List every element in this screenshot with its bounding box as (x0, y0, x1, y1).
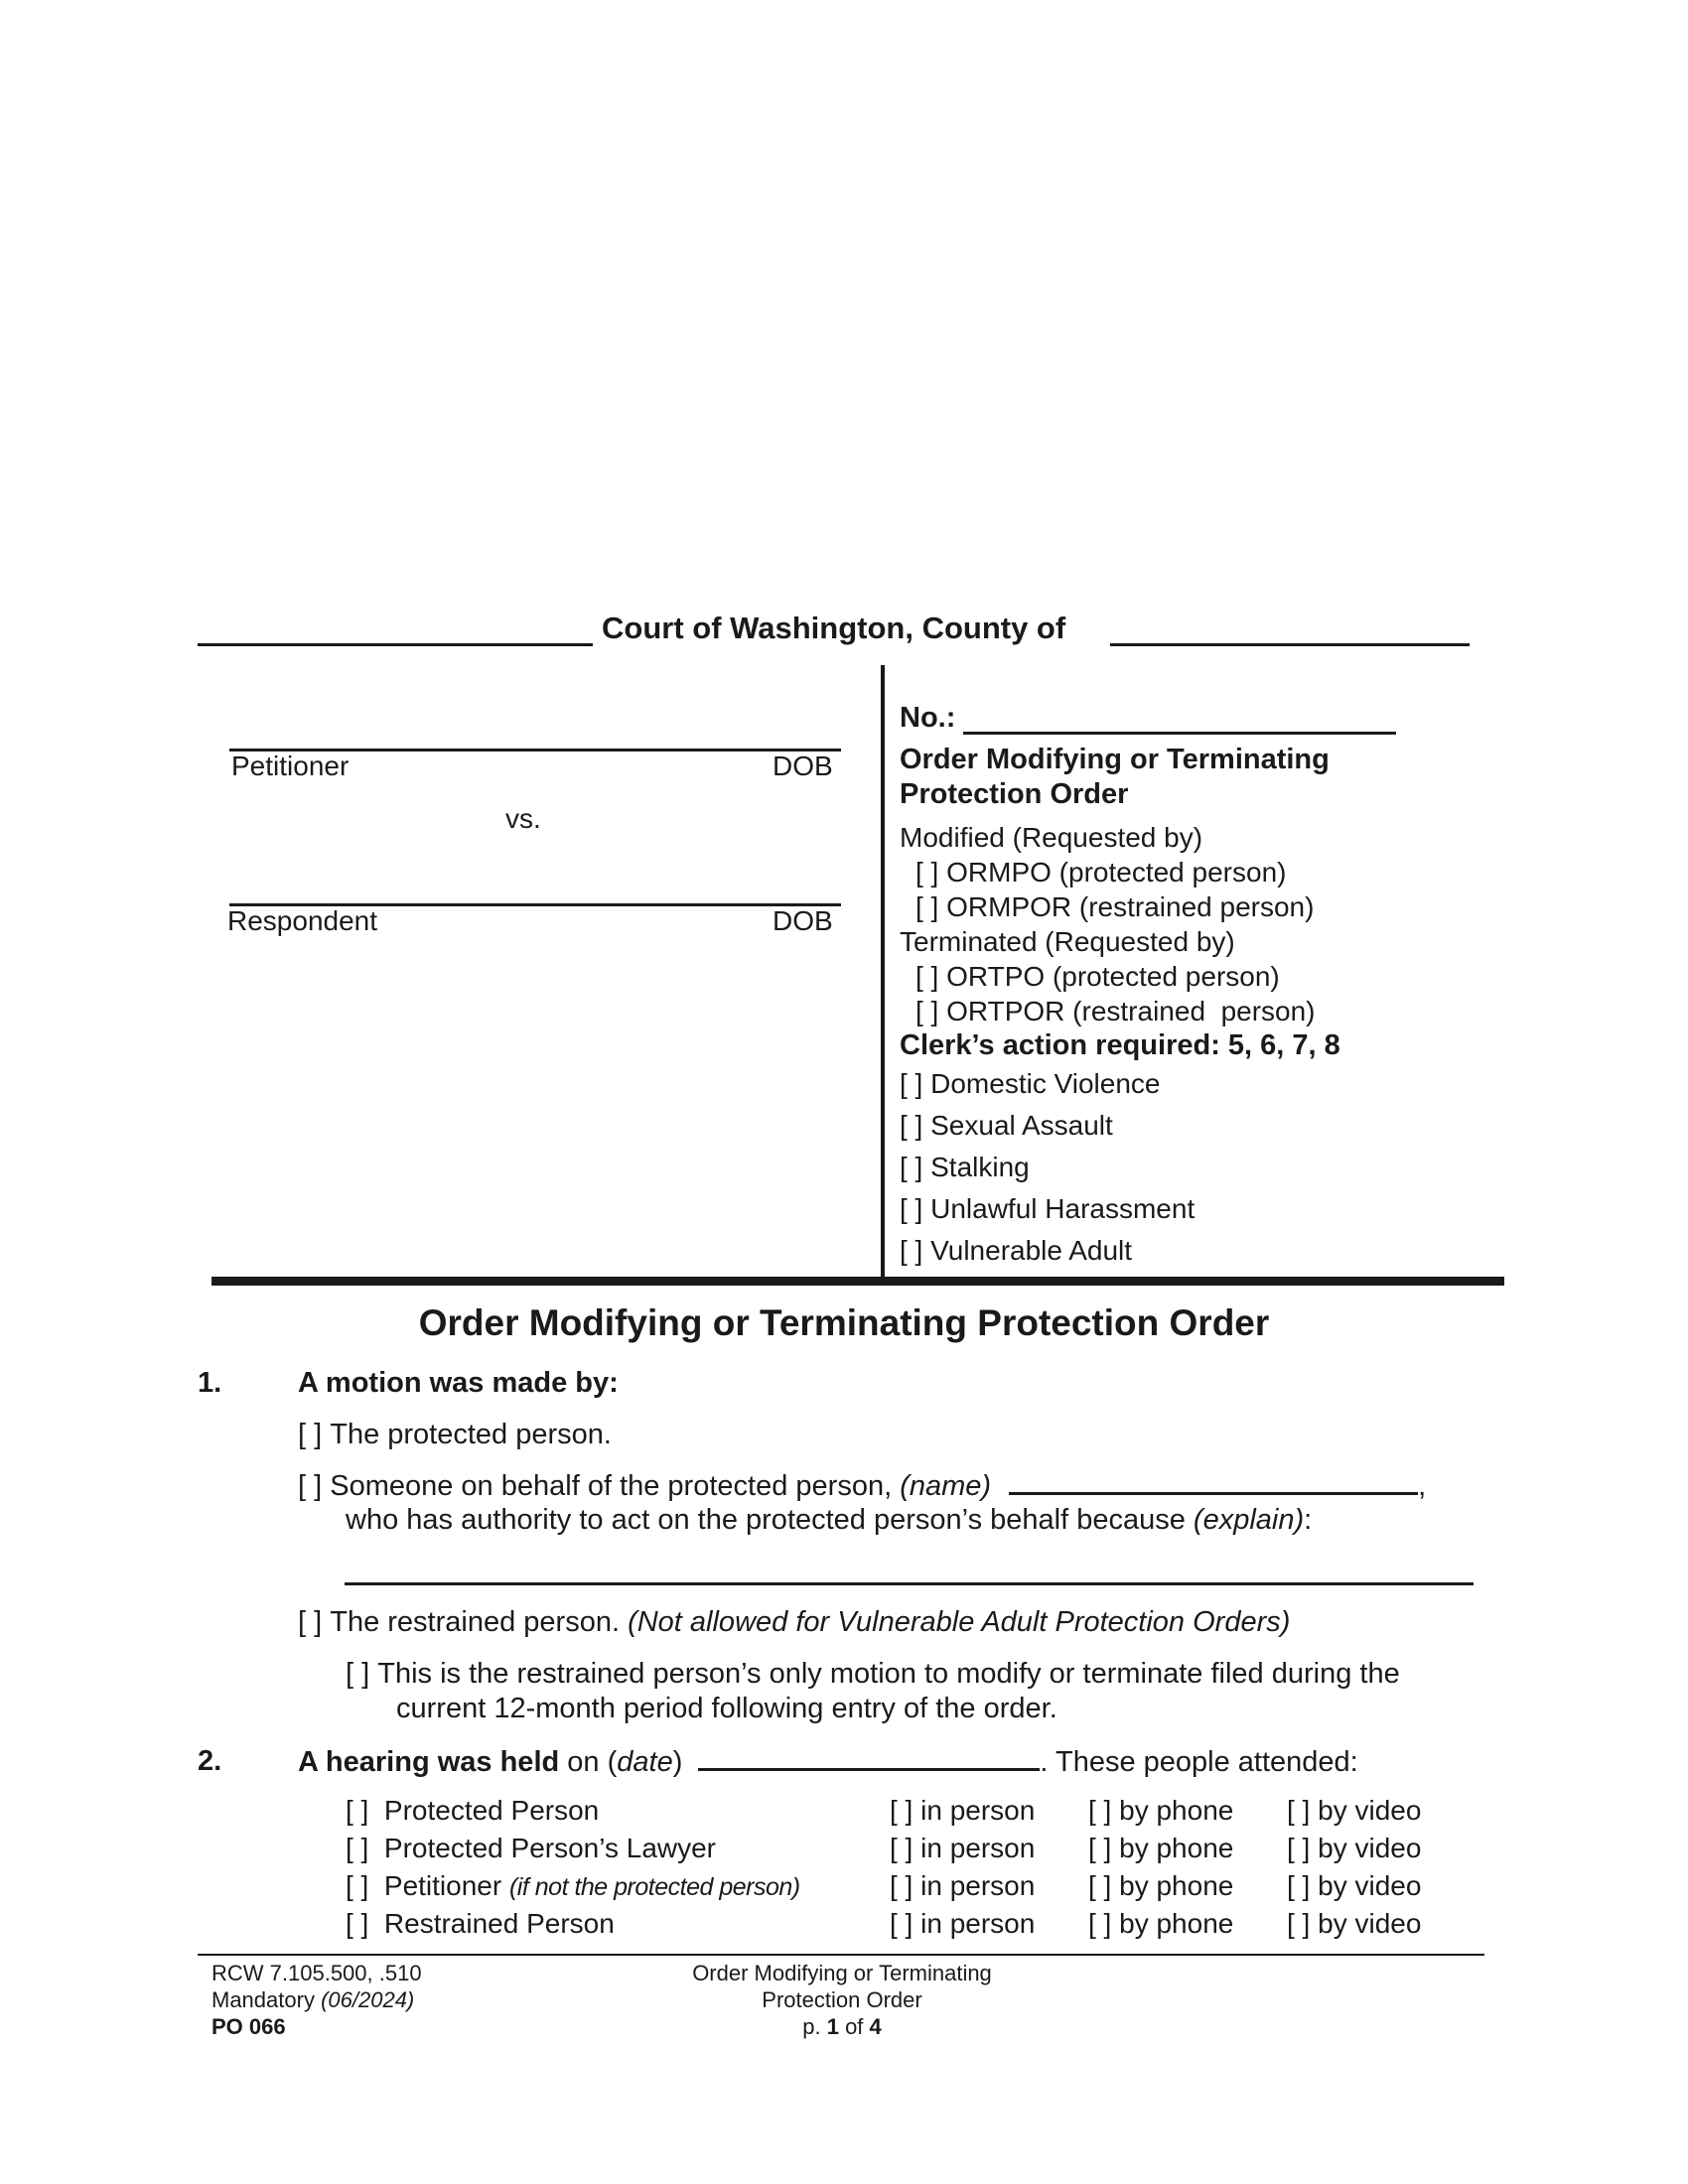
checkbox[interactable]: [ ] (346, 1658, 370, 1690)
checkbox[interactable]: [ ] (900, 1193, 923, 1224)
clerk-action-note: Clerk’s action required: 5, 6, 7, 8 (900, 1029, 1340, 1061)
county-prefix-blank[interactable] (198, 615, 593, 646)
checkbox[interactable]: [ ] (346, 1908, 369, 1939)
attendee-select[interactable]: [ ] Protected Person’s Lawyer (346, 1833, 717, 1863)
mode-in-person[interactable]: [ ] in person (890, 1908, 1036, 1939)
section1-heading: A motion was made by: (298, 1367, 619, 1399)
footer-rcw: RCW 7.105.500, .510 (211, 1961, 422, 1985)
footer-rule (198, 1954, 1484, 1956)
mode-by-phone[interactable]: [ ] by phone (1088, 1908, 1234, 1939)
attendees-table (346, 1794, 1497, 1945)
attendee-row (346, 1869, 1497, 1907)
order-type-sa[interactable]: [ ] Sexual Assault (900, 1110, 1113, 1141)
case-info-block (900, 695, 1495, 1272)
checkbox[interactable]: [ ] (900, 1110, 923, 1141)
main-title: Order Modifying or Terminating Protection Order (418, 1302, 1270, 1343)
behalf-name-blank[interactable] (1009, 1468, 1418, 1495)
caption-divider (881, 665, 885, 1277)
attendee-select[interactable]: [ ] Protected Person (346, 1795, 600, 1826)
caption-doc-title-1: Order Modifying or Terminating (900, 744, 1330, 775)
modified-option-ormpo[interactable]: [ ] ORMPO (protected person) (915, 857, 1287, 887)
footer-left (211, 1960, 422, 2040)
mode-in-person[interactable]: [ ] in person (890, 1870, 1036, 1901)
checkbox[interactable]: [ ] (900, 1235, 923, 1266)
mode-in-person[interactable]: [ ] in person (890, 1833, 1036, 1863)
mode-by-video[interactable]: [ ] by video (1287, 1833, 1422, 1863)
caption-doc-title-2: Protection Order (900, 778, 1129, 810)
modified-option-ormpor[interactable]: [ ] ORMPOR (restrained person) (915, 891, 1315, 922)
checkbox[interactable]: [ ] (298, 1419, 323, 1450)
restrained-only-motion[interactable]: [ ] This is the restrained person’s only motion to modify or terminate filed during the (346, 1658, 1400, 1690)
checkbox[interactable]: [ ] (915, 891, 939, 922)
modified-heading: Modified (Requested by) (900, 822, 1203, 853)
attendee-row (346, 1794, 1497, 1832)
case-no-blank[interactable] (963, 706, 1396, 735)
checkbox[interactable]: [ ] (915, 996, 939, 1026)
motion-by-protected[interactable]: [ ] The protected person. (298, 1419, 612, 1450)
petitioner-label: Petitioner (231, 751, 350, 781)
checkbox[interactable]: [ ] (298, 1606, 323, 1638)
order-type-dv[interactable]: [ ] Domestic Violence (900, 1068, 1161, 1099)
footer-center (643, 1960, 1041, 2040)
order-type-va[interactable]: [ ] Vulnerable Adult (900, 1235, 1133, 1266)
section2-heading: A hearing was held on ( date ) . These people attended: (298, 1746, 1358, 1778)
checkbox[interactable]: [ ] (915, 857, 939, 887)
respondent-blank[interactable] (229, 884, 841, 906)
footer-title-2: Protection Order (762, 1987, 922, 2012)
hearing-date-blank[interactable] (698, 1744, 1040, 1771)
attendee-row (346, 1907, 1497, 1945)
restrained-only-motion-cont: current 12-month period following entry of the order. (396, 1693, 1057, 1724)
mode-by-video[interactable]: [ ] by video (1287, 1908, 1422, 1939)
terminated-heading: Terminated (Requested by) (900, 926, 1235, 957)
mode-by-phone[interactable]: [ ] by phone (1088, 1795, 1234, 1826)
checkbox[interactable]: [ ] (915, 961, 939, 992)
attendee-row (346, 1832, 1497, 1869)
terminated-option-ortpor[interactable]: [ ] ORTPOR (restrained person) (915, 996, 1316, 1026)
mode-by-video[interactable]: [ ] by video (1287, 1795, 1422, 1826)
checkbox[interactable]: [ ] (900, 1068, 923, 1099)
checkbox[interactable]: [ ] (346, 1795, 369, 1826)
footer-mandatory: Mandatory (06/2024) (211, 1987, 415, 2012)
court-title: Court of Washington, County of (602, 611, 1066, 645)
order-type-uh[interactable]: [ ] Unlawful Harassment (900, 1193, 1196, 1224)
order-type-stalking[interactable]: [ ] Stalking (900, 1152, 1030, 1182)
motion-by-behalf-reason: who has authority to act on the protected person’s behalf because (explain) : (346, 1504, 1313, 1536)
footer-page: p. 1 of 4 (802, 2014, 882, 2039)
respondent-label: Respondent (227, 905, 378, 936)
section1-number: 1. (198, 1367, 222, 1399)
checkbox[interactable]: [ ] (900, 1152, 923, 1182)
behalf-explain-blank[interactable] (345, 1563, 1474, 1585)
respondent-dob-label: DOB (773, 905, 833, 936)
petitioner-blank[interactable] (229, 729, 841, 751)
checkbox[interactable]: [ ] (346, 1870, 369, 1901)
case-no-label: No.: (900, 702, 956, 734)
motion-by-restrained[interactable]: [ ] The restrained person. (Not allowed for Vulnerable Adult Protection Orders) (298, 1606, 1291, 1638)
county-name-blank[interactable] (1110, 615, 1470, 646)
mode-in-person[interactable]: [ ] in person (890, 1795, 1036, 1826)
versus-label: vs. (505, 803, 541, 834)
footer-title-1: Order Modifying or Terminating (692, 1961, 992, 1985)
checkbox[interactable]: [ ] (298, 1470, 323, 1502)
mode-by-phone[interactable]: [ ] by phone (1088, 1870, 1234, 1901)
motion-by-behalf[interactable]: [ ] Someone on behalf of the protected person, (name) , (298, 1470, 1427, 1502)
footer-form-no: PO 066 (211, 2014, 286, 2039)
petitioner-dob-label: DOB (773, 751, 833, 781)
terminated-option-ortpo[interactable]: [ ] ORTPO (protected person) (915, 961, 1280, 992)
mode-by-phone[interactable]: [ ] by phone (1088, 1833, 1234, 1863)
attendee-select[interactable]: [ ] Petitioner (if not the protected person) (346, 1870, 800, 1901)
caption-rule (211, 1277, 1504, 1286)
section2-number: 2. (198, 1745, 222, 1777)
attendee-select[interactable]: [ ] Restrained Person (346, 1908, 615, 1939)
mode-by-video[interactable]: [ ] by video (1287, 1870, 1422, 1901)
checkbox[interactable]: [ ] (346, 1833, 369, 1863)
